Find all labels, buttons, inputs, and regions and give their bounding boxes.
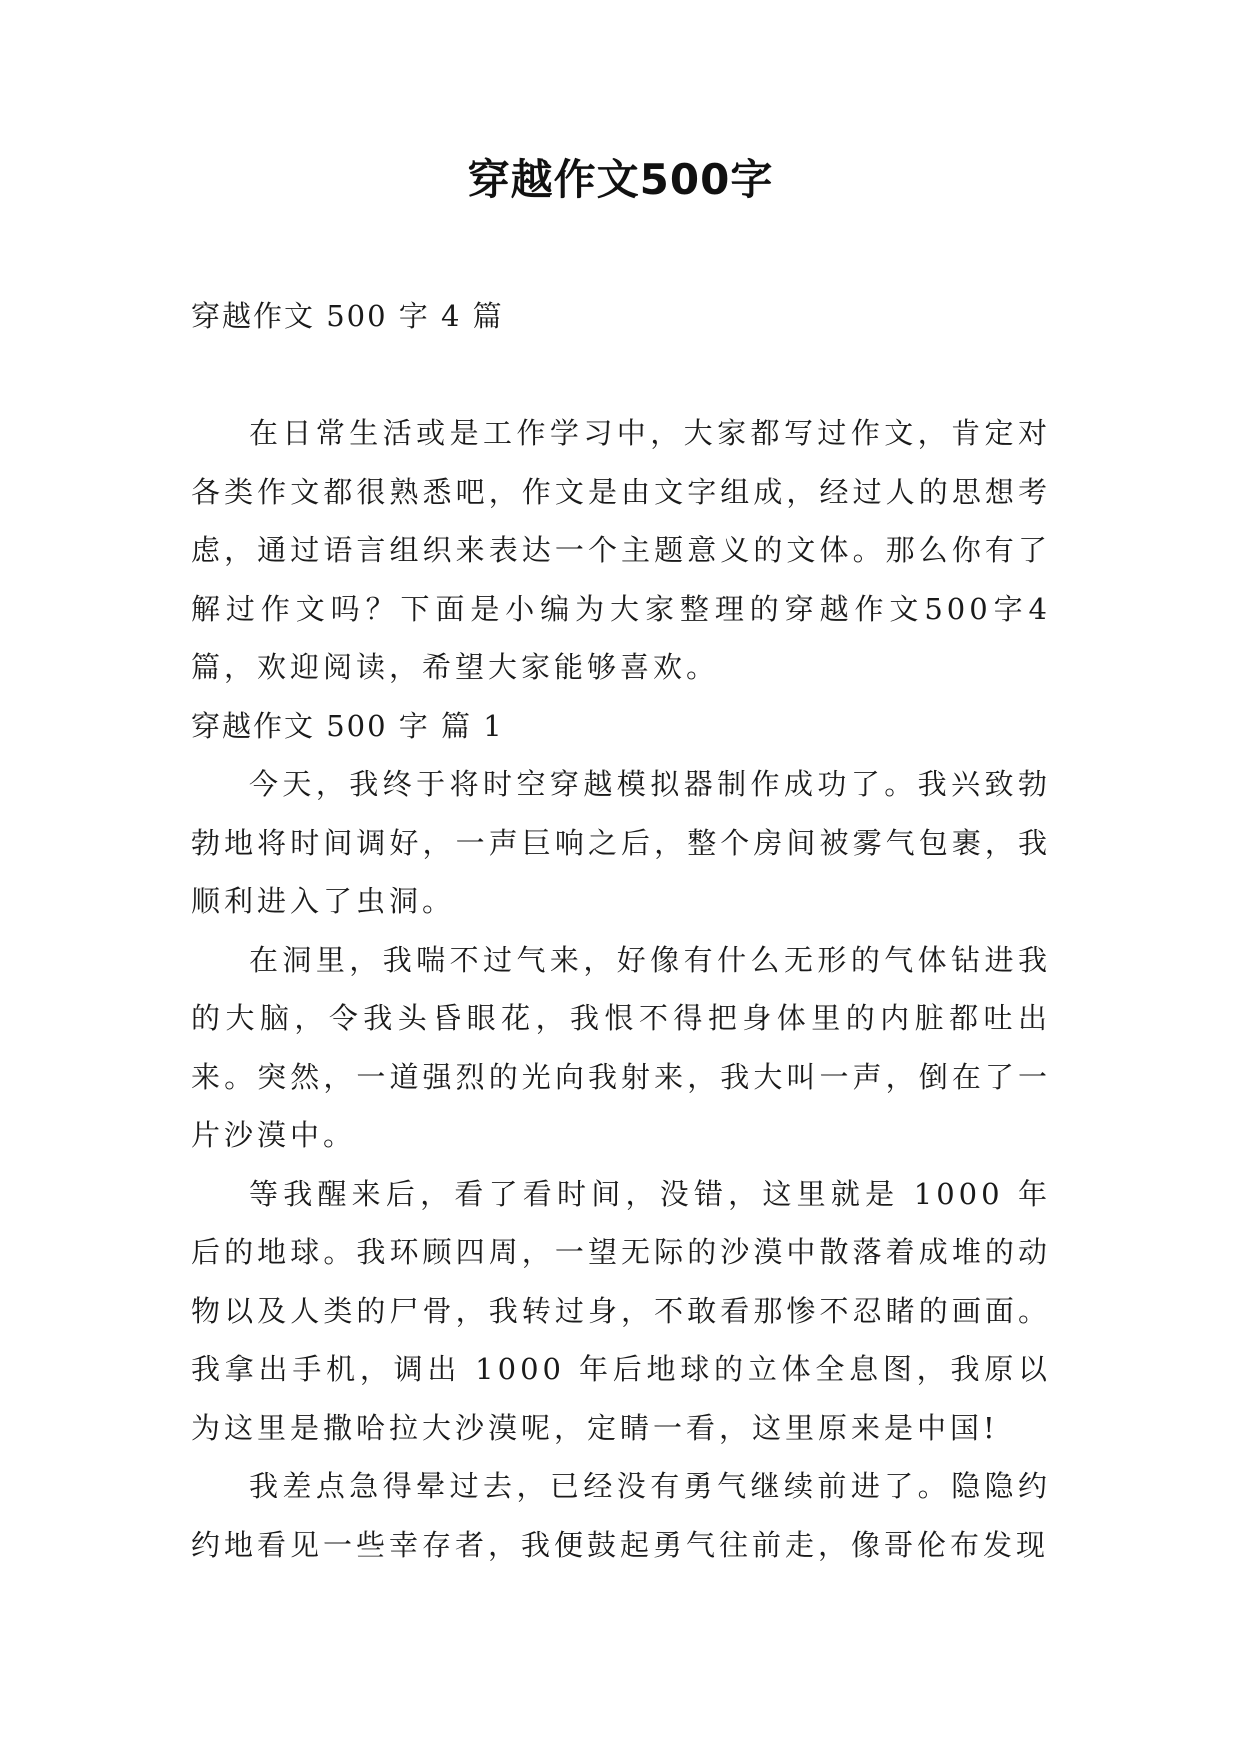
document-subtitle: 穿越作文 500 字 4 篇 — [191, 299, 504, 333]
body-paragraph: 今天，我终于将时空穿越模拟器制作成功了。我兴致勃勃地将时间调好，一声巨响之后，整个房间被雾气包裹，我顺利进入了虫洞。 — [191, 767, 1051, 918]
section-heading: 穿越作文 500 字 篇 1 — [191, 708, 504, 743]
body-paragraph: 等我醒来后，看了看时间，没错，这里就是 1000 年后的地球。我环顾四周，一望无际的沙漠中散落着成堆的动物以及人类的尸骨，我转过身，不敢看那惨不忍睹的画面。我拿出手机，调出 1000 年后地球的立体全息图，我原以为这里是撒哈拉大沙漠呢，定睛一看，这里原来是中国! — [191, 1176, 1051, 1445]
body-paragraph: 我差点急得晕过去，已经没有勇气继续前进了。隐隐约约地看见一些幸存者，我便鼓起勇气往前走，像哥伦布发现 — [191, 1469, 1051, 1562]
document-title: 穿越作文500字 — [467, 155, 774, 204]
intro-paragraph: 在日常生活或是工作学习中，大家都写过作文，肯定对各类作文都很熟悉吧，作文是由文字组成，经过人的思想考虑，通过语言组织来表达一个主题意义的文体。那么你有了解过作文吗？下面是小编为大家整理的穿越作文500字4篇，欢迎阅读，希望大家能够喜欢。 — [191, 416, 1051, 684]
body-paragraph: 在洞里，我喘不过气来，好像有什么无形的气体钻进我的大脑，令我头昏眼花，我恨不得把身体里的内脏都吐出来。突然，一道强烈的光向我射来，我大叫一声，倒在了一片沙漠中。 — [191, 942, 1051, 1152]
document-body — [191, 404, 1051, 1574]
